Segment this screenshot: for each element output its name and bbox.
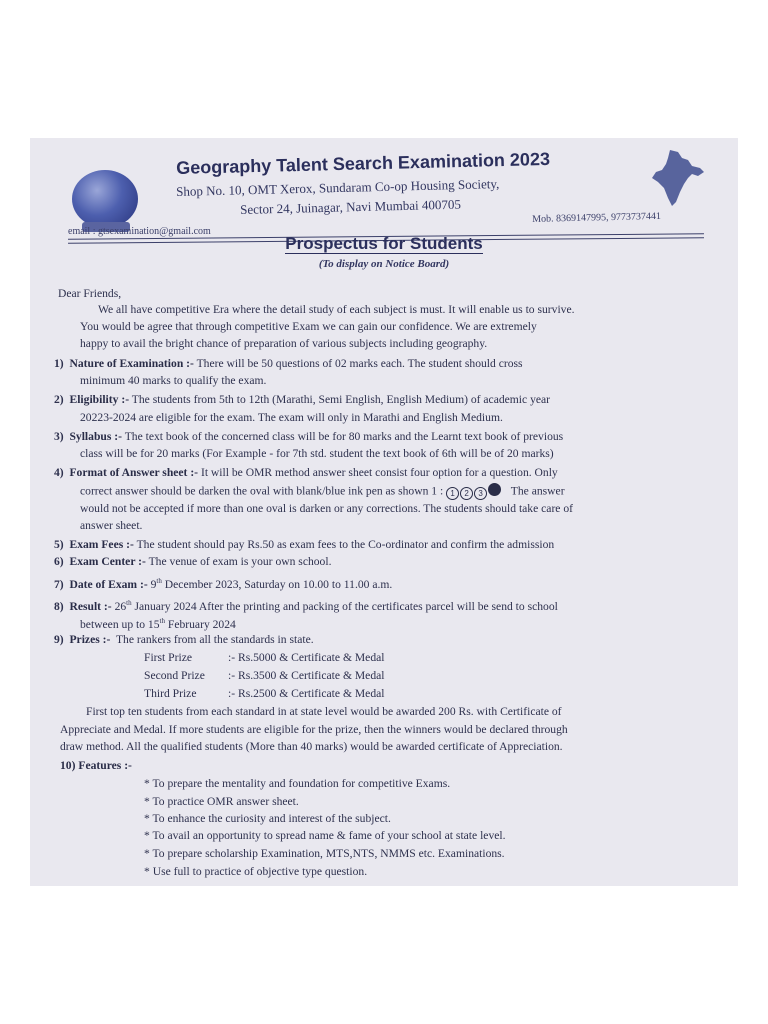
oval-1-icon: 1 (446, 487, 459, 500)
oval-2-icon: 2 (460, 487, 473, 500)
item-line: would not be accepted if more than one oval is darken or any corrections. The students should take care of (80, 502, 574, 515)
item-result: 8) Result :- 26th January 2024 After the printing and packing of the certificates parcel will be send to school (54, 599, 558, 613)
mobile-text: Mob. 8369147995, 9773737441 (532, 210, 662, 225)
globe-logo-icon (72, 170, 138, 228)
prospectus-subtitle: (To display on Notice Board) (318, 258, 450, 270)
item-features: 10) Features :- (60, 759, 132, 772)
omr-ovals (446, 483, 502, 501)
oval-3-icon: 3 (474, 487, 487, 500)
prize-value: :- Rs.5000 & Certificate & Medal (228, 651, 385, 664)
feature-item: * To practice OMR answer sheet. (144, 795, 299, 808)
address-line-2: Sector 24, Juinagar, Navi Mumbai 400705 (240, 196, 462, 217)
prospectus-title: Prospectus for Students (285, 234, 483, 253)
item-line: correct answer should be darken the oval with blank/blue ink pen as shown 1 : 1 2 3 The answer (80, 483, 565, 501)
item-line: answer sheet. (80, 519, 143, 532)
india-map-icon (648, 148, 706, 208)
prize-value: :- Rs.2500 & Certificate & Medal (228, 687, 385, 700)
prize-value: :- Rs.3500 & Certificate & Medal (228, 669, 385, 682)
address-line-1: Shop No. 10, OMT Xerox, Sundaram Co-op Housing Society, (176, 176, 500, 199)
intro-line: We all have competitive Era where the detail study of each subject is must. It will enable us to survive. (98, 303, 575, 316)
intro-line: You would be agree that through competitive Exam we can gain our confidence. We are extremely (80, 320, 537, 333)
prize-note: First top ten students from each standard in at state level would be awarded 200 Rs. with Certificate of (86, 705, 562, 718)
item-prizes: 9) Prizes :- The rankers from all the standards in state. (54, 633, 314, 646)
item-line: minimum 40 marks to qualify the exam. (80, 374, 267, 387)
intro-line: happy to avail the bright chance of preparation of various subjects including geography. (80, 337, 488, 350)
item-fees: 5) Exam Fees :- The student should pay Rs.50 as exam fees to the Co-ordinator and confirm the admission (54, 538, 555, 551)
item-line: 20223-2024 are eligible for the exam. The exam will only in Marathi and English Medium. (80, 411, 503, 424)
item-answer-sheet: 4) Format of Answer sheet :- It will be OMR method answer sheet consist four option for a question. Only (54, 466, 558, 479)
email-text: email : gtsexamination@gmail.com (68, 226, 211, 237)
item-nature: 1) Nature of Examination :- There will be 50 questions of 02 marks each. The student should cross (54, 357, 523, 370)
item-line: class will be for 20 marks (For Example - for 7th std. student the text book of 6th will be of 20 marks) (80, 447, 554, 460)
item-line: between up to 15th February 2024 (80, 617, 236, 631)
item-syllabus: 3) Syllabus :- The text book of the concerned class will be for 80 marks and the Learnt text book of previous (54, 430, 564, 443)
oval-filled-icon (488, 483, 501, 496)
item-eligibility: 2) Eligibility :- The students from 5th to 12th (Marathi, Semi English, English Medium) of academic year (54, 393, 551, 406)
prize-name: First Prize (144, 651, 192, 664)
prospectus-sheet (30, 138, 738, 886)
feature-item: * To prepare the mentality and foundation for competitive Exams. (144, 777, 451, 790)
feature-item: * To prepare scholarship Examination, MTS,NTS, NMMS etc. Examinations. (144, 847, 505, 860)
item-center: 6) Exam Center :- The venue of exam is your own school. (54, 555, 332, 568)
feature-item: * To avail an opportunity to spread name & fame of your school at state level. (144, 829, 506, 842)
exam-title: Geography Talent Search Examination 2023 (176, 148, 551, 178)
prize-note: Appreciate and Medal. If more students are eligible for the prize, then the winners would be declared through (60, 723, 568, 736)
prize-name: Second Prize (144, 669, 205, 682)
feature-item: * To enhance the curiosity and interest of the subject. (144, 812, 391, 825)
item-date: 7) Date of Exam :- 9th December 2023, Saturday on 10.00 to 11.00 a.m. (54, 577, 393, 591)
greeting: Dear Friends, (58, 287, 122, 300)
prize-name: Third Prize (144, 687, 197, 700)
prize-note: draw method. All the qualified students (More than 40 marks) would be awarded certificate of Appreciation. (60, 740, 563, 753)
feature-item: * Use full to practice of objective type question. (144, 865, 368, 878)
